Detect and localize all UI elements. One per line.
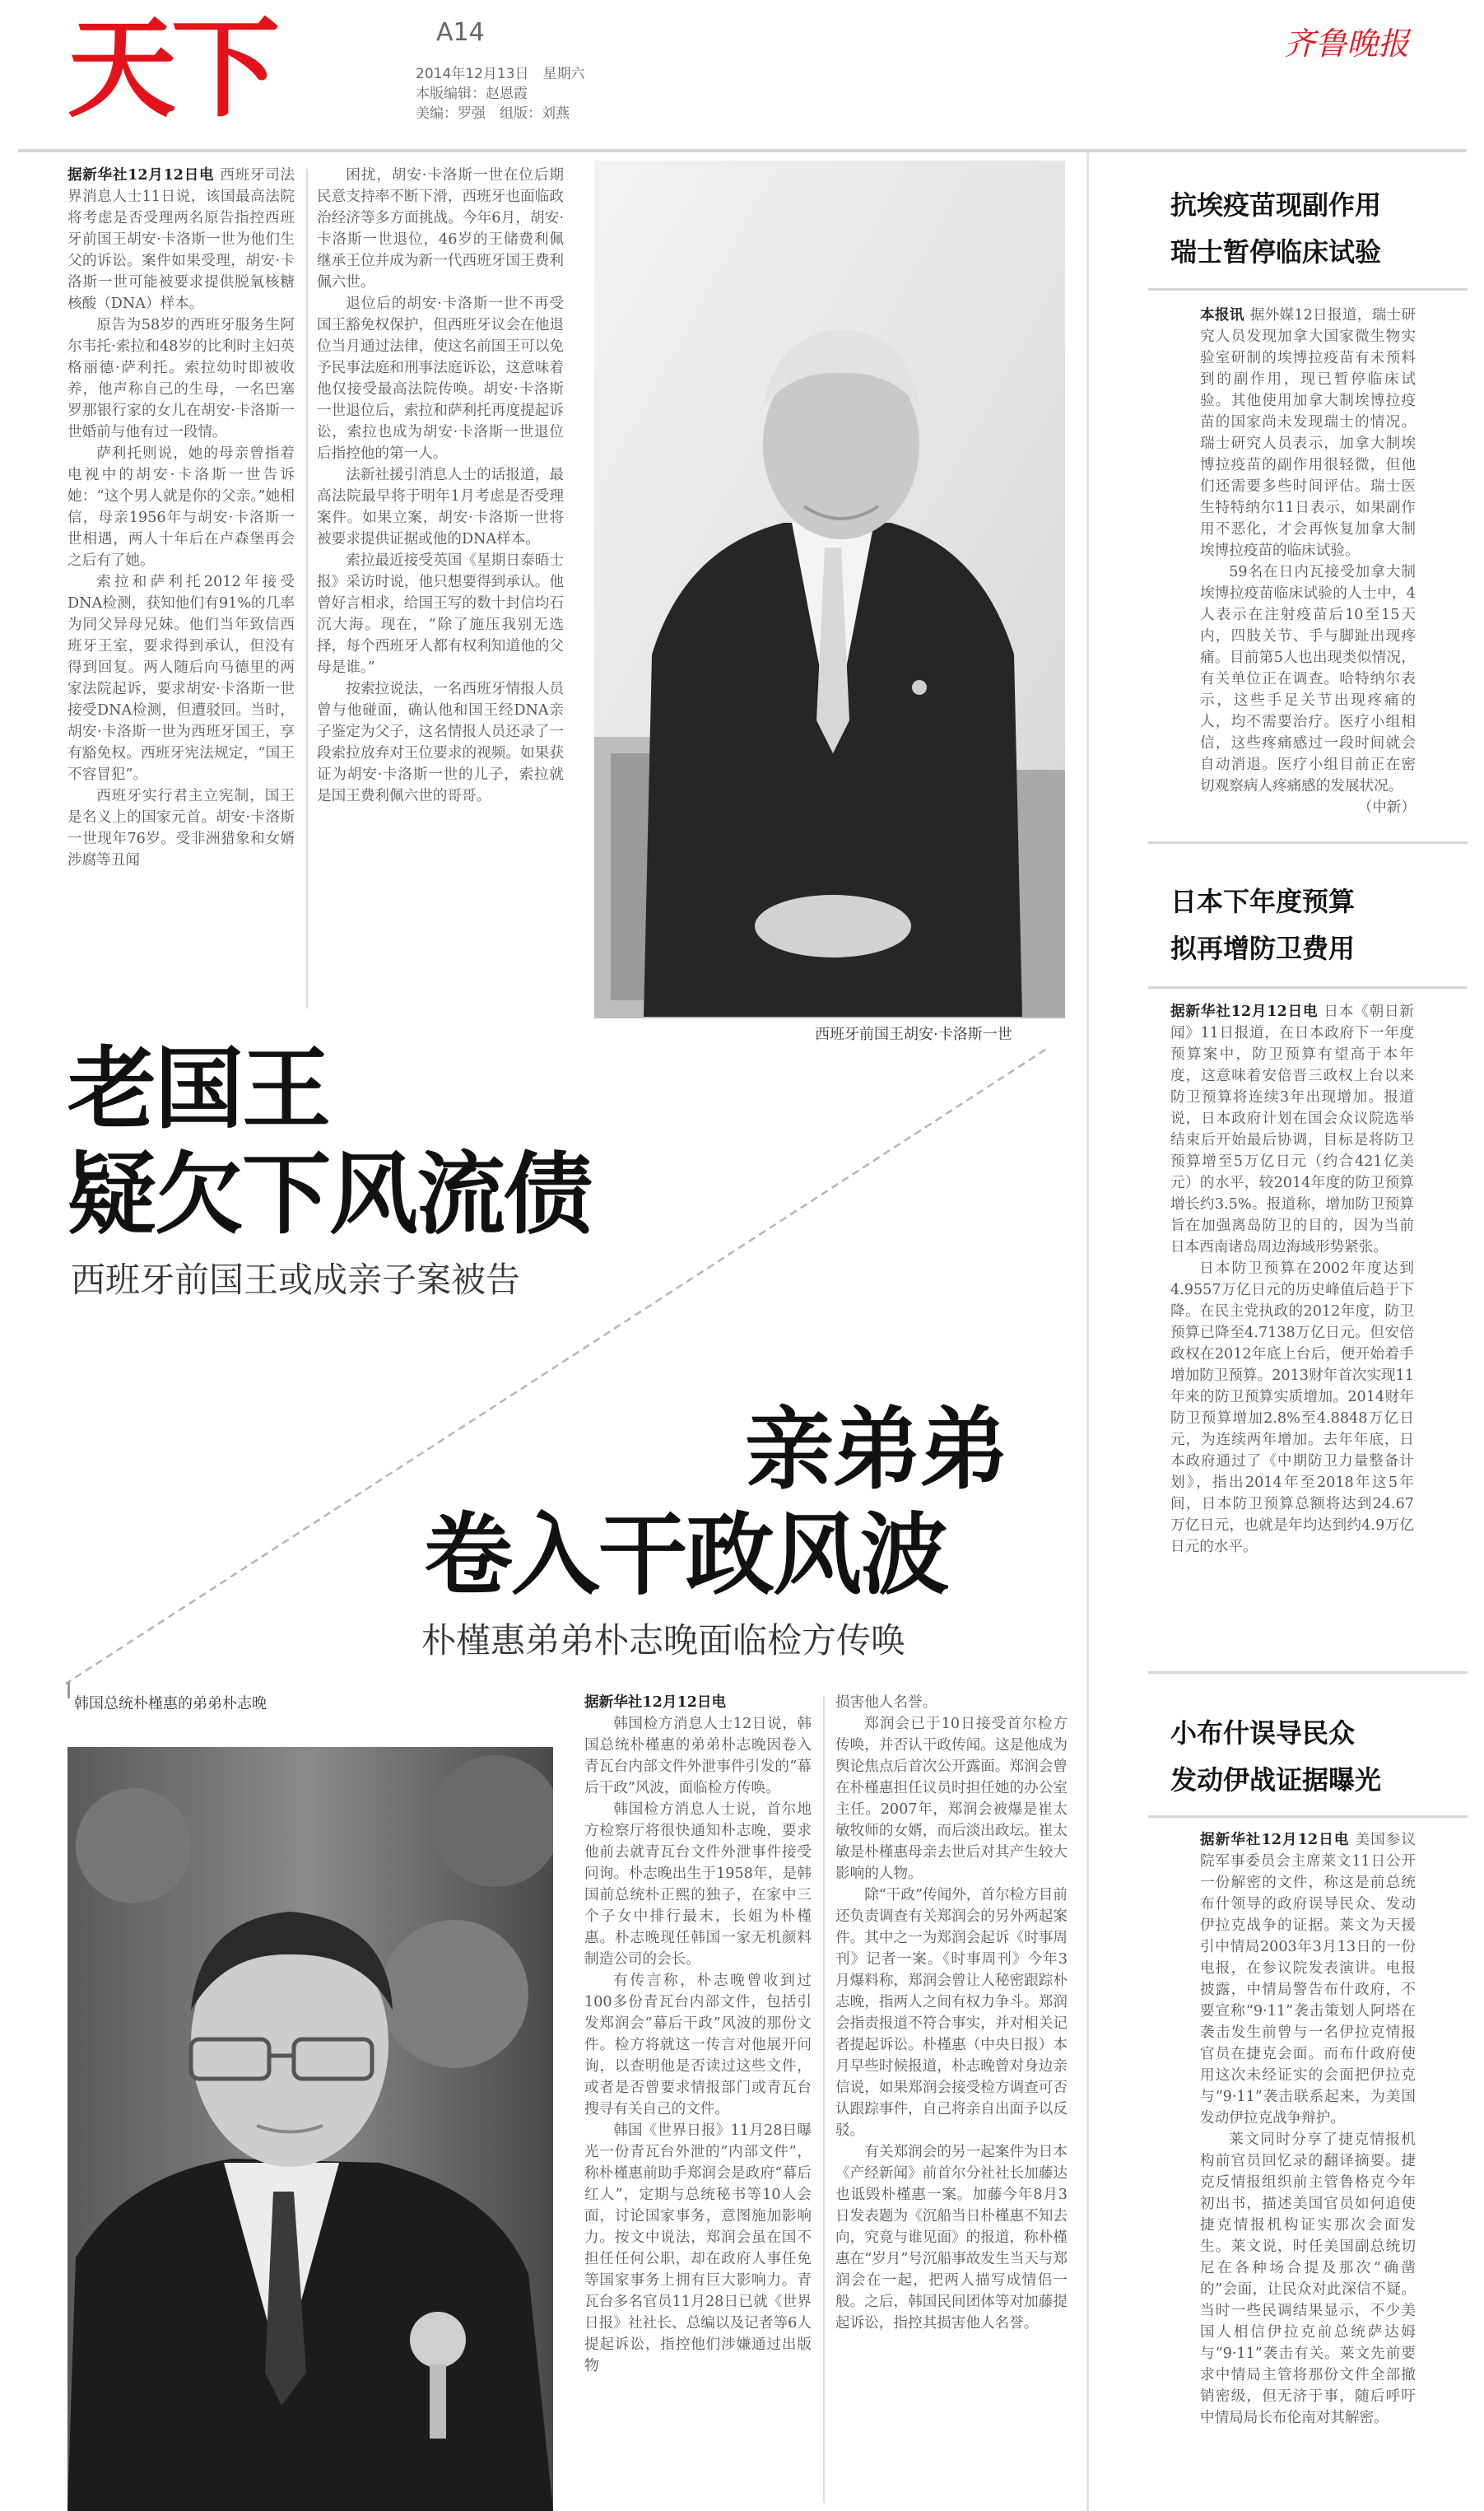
story1-paragraph: 困扰，胡安·卡洛斯一世在位后期民意支持率不断下滑，西班牙也面临政治经济等多方面挑战。今年6月，胡安·卡洛斯一世退位，46岁的王储费利佩继承王位并成为新一代西班牙国王费利佩六世。 — [317, 167, 564, 291]
story1-paragraph: 索拉最近接受英国《星期日泰晤士报》采访时说，他只想要得到承认。他曾好言相求，给国王写的数十封信均石沉大海。现在，“除了施压我别无选择，每个西班牙人都有权利知道他的父母是谁。” — [317, 552, 564, 676]
story1-paragraph: 法新社援引消息人士的话报道，最高法院最早将于明年1月考虑是否受理案件。如果立案，胡安·卡洛斯一世将被要求提供证据或他的DNA样本。 — [317, 467, 564, 547]
story2-column-2 — [835, 1692, 1068, 2511]
story1-paragraph: 原告为58岁的西班牙服务生阿尔韦托·索拉和48岁的比利时主妇英格丽德·萨利托。索拉幼时即被收养，他声称自己的生母，一名巴塞罗那银行家的女儿在胡安·卡洛斯一世婚前与他有过一段情。 — [67, 317, 295, 440]
brief1-paragraph: 据外媒12日报道，瑞士研究人员发现加拿大国家微生物实验室研制的埃博拉疫苗有未预料到的副作用，现已暂停临床试验。其他使用加拿大制埃博拉疫苗的国家尚未发现瑞士的情况。瑞士研究人员表示，加拿大制埃博拉疫苗的副作用很轻微，但他们还需要多些时间评估。瑞士医生特特纳尔11日表示，如果副作用不恶化，才会再恢复加拿大制埃博拉疫苗的临床试验。 — [1200, 307, 1416, 559]
brief1-body — [1200, 305, 1416, 832]
issue-date: 2014年12月13日 星期六 — [416, 66, 585, 82]
story1-subheadline: 西班牙前国王或成亲子案被告 — [71, 1260, 521, 1300]
story1-paragraph: 按索拉说法，一名西班牙情报人员曾与他碰面，确认他和国王经DNA亲子鉴定为父子，这名情报人员还录了一段索拉放弃对王位要求的视频。如果获证为胡安·卡洛斯一世的儿子，索拉就是国王费利佩六世的哥哥。 — [317, 681, 564, 804]
brief1-headline-line1: 抗埃疫苗现副作用 — [1170, 189, 1382, 221]
story2-headline-line1: 亲弟弟 — [745, 1399, 1007, 1502]
story2-paragraph: 韩国《世界日报》11月28日曝光一份青瓦台外泄的“内部文件”，称朴槿惠前助手郑润会是政府“幕后红人”，定期与总统秘书等10人会面，讨论国家事务，意图施加影响力。按文中说法，郑润会虽在国不担任任何公职，却在政府人事任免等国家事务上拥有巨大影响力。青瓦台多名官员11月28日已就《世界日报》社社长、总编以及记者等6人提起诉讼，指控他们涉嫌通过出版物 — [584, 2122, 812, 2374]
story1-paragraph: 西班牙实行君主立宪制，国王是名义上的国家元首。胡安·卡洛斯一世现年76岁。受非洲猎象和女婿涉腐等丑闻 — [67, 788, 295, 869]
brief3-paragraph: 美国参议院军事委员会主席莱文11日公开一份解密的文件，称这是前总统布什领导的政府误导民众、发动伊拉克战争的证据。莱文为天援引中情局2003年3月13日的一份电报，在参议院发表演讲。电报披露，中情局警告布什政府，不要宣称“9·11”袭击策划人阿塔在袭击发生前曾与一名伊拉克情报官员在捷克会面。而布什政府使用这次未经证实的会面把伊拉克与“9·11”袭击联系起来，为美国发动伊拉克战争辩护。 — [1200, 1832, 1416, 2127]
story2-paragraph: 韩国检方消息人士12日说，韩国总统朴槿惠的弟弟朴志晚因卷入青瓦台内部文件外泄事件引发的“幕后干政”风波，面临检方传唤。 — [584, 1716, 812, 1796]
brief3-body — [1200, 1829, 1416, 2500]
story1-paragraph: 索拉和萨利托2012年接受DNA检测，获知他们有91%的几率为同父异母兄妹。他们当年致信西班牙王室，要求得到承认，但没有得到回复。两人随后向马德里的两家法院起诉，要求胡安·卡洛斯一世接受DNA检测，但遭驳回。当时，胡安·卡洛斯一世为西班牙国王，享有豁免权。西班牙宪法规定，“国王不容冒犯”。 — [67, 574, 295, 783]
story2-paragraph: 郑润会已于10日接受首尔检方传唤，并否认干政传闻。这是他成为舆论焦点后首次公开露面。郑润会曾在朴槿惠担任议员时担任她的办公室主任。2007年，郑润会被爆是崔太敏牧师的女婿，而后淡出政坛。崔太敏是朴槿惠母亲去世后对其产生较大影响的人物。 — [835, 1716, 1068, 1882]
story1-paragraph: 退位后的胡安·卡洛斯一世不再受国王豁免权保护，但西班牙议会在他退位当月通过法律，使这名前国王可以免予民事法庭和刑事法庭诉讼，这意味着他仅接受最高法院传唤。胡安·卡洛斯一世退位后，索拉和萨利托再度提起诉讼，索拉也成为胡安·卡洛斯一世退位后指控他的第一人。 — [317, 296, 564, 462]
brief2-paragraph: 日本防卫预算在2002年度达到4.9557万亿日元的历史峰值后趋于下降。在民主党执政的2012年度，防卫预算已降至4.7138万亿日元。但安倍政权在2012年底上台后，便开始着手增加防卫预算。2013财年首次实现11年来的防卫预算实质增加。2014财年防卫预算增加2.8%至4.8848万亿日元，为连续两年增加。去年年底，日本政府通过了《中期防卫力量整备计划》，指出2014年至2018年这5年间，日本防卫预算总额将达到24.67万亿日元，也就是年均达到约4.9万亿日元的水平。 — [1170, 1260, 1414, 1555]
brief1-dateline: 本报讯 — [1200, 306, 1244, 324]
brief1-source: （中新） — [1357, 799, 1416, 816]
story2-subheadline: 朴槿惠弟弟朴志晚面临检方传唤 — [421, 1620, 906, 1661]
story2-paragraph: 韩国检方消息人士说，首尔地方检察厅将很快通知朴志晚，要求他前去就青瓦台文件外泄事件接受问询。朴志晚出生于1958年，是韩国前总统朴正熙的独子，在家中三个子女中排行最末，长姐为朴槿惠。朴志晚现任韩国一家无机颜料制造公司的会长。 — [584, 1801, 812, 1968]
story2-paragraph: 有传言称，朴志晚曾收到过100多份青瓦台内部文件，包括引发郑润会“幕后干政”风波的那份文件。检方将就这一传言对他展开问询，以查明他是否读过这些文件，或者是否曾要求情报部门或青瓦台搜寻有关自己的文件。 — [584, 1973, 812, 2117]
story2-paragraph: 损害他人名誉。 — [835, 1694, 937, 1711]
brief3-headline-line1: 小布什误导民众 — [1170, 1717, 1356, 1749]
brief1-headline-line2: 瑞士暂停临床试验 — [1170, 236, 1382, 268]
story2-paragraph: 除“干政”传闻外，首尔检方目前还负责调查有关郑润会的另外两起案件。其中之一为郑润会起诉《时事周刊》记者一案。《时事周刊》今年3月爆料称，郑润会曾让人秘密跟踪朴志晚，指两人之间有权力争斗。郑润会指责报道不符合事实，并对相关记者提起诉讼。朴槿惠（中央日报）本月早些时候报道，朴志晚曾对身边亲信说，如果郑润会接受检方调查可否认跟踪事件，自己将亲自出面予以反驳。 — [835, 1887, 1068, 2139]
brief2-headline-line1: 日本下年度预算 — [1170, 886, 1356, 917]
editor-credit: 本版编辑：赵恩霞 — [416, 86, 528, 102]
story1-dateline: 据新华社12月12日电 — [67, 166, 215, 184]
story2-headline-line2: 卷入干政风波 — [424, 1504, 948, 1607]
story1-headline-line2: 疑欠下风流债 — [67, 1144, 592, 1246]
brief3-paragraph: 莱文同时分享了捷克情报机构前官员回忆录的翻译摘要。捷克反情报组织前主管鲁格克今年初出书，描述美国官员如何追使捷克情报机构证实那次会面发生。莱文说，时任美国副总统切尼在各种场合提及那次“确凿的”会面，让民众对此深信不疑。当时一些民调结果显示，不少美国人相信伊拉克前总统萨达姆与“9·11”袭击有关。莱文先前要求中情局主管将那份文件全部撤销密级，但无济于事，随后呼吁中情局局长布伦南对其解密。 — [1200, 2131, 1416, 2426]
story2-photo — [67, 1747, 553, 2511]
story2-dateline: 据新华社12月12日电 — [584, 1693, 727, 1711]
masthead: 天下 — [67, 6, 275, 133]
brief2-body — [1170, 1001, 1414, 1666]
story1-paragraph: 西班牙司法界消息人士11日说，该国最高法院将考虑是否受理两名原告指控西班牙前国王胡安·卡洛斯一世为他们生父的诉讼。案件如果受理，胡安·卡洛斯一世可能被要求提供脱氧核糖核酸（DNA）样本。 — [67, 167, 295, 312]
story2-column-1 — [584, 1692, 812, 2511]
story1-headline-line1: 老国王 — [67, 1038, 330, 1141]
page-number: A14 — [436, 18, 485, 47]
story1-paragraph: 萨利托则说，她的母亲曾指着电视中的胡安·卡洛斯一世告诉她：“这个男人就是你的父亲。”她相信，母亲1956年与胡安·卡洛斯一世相遇，两人十年后在卢森堡再会之后有了她。 — [67, 445, 295, 569]
brief1-paragraph: 59名在日内瓦接受加拿大制埃博拉疫苗临床试验的人士中，4人表示在注射疫苗后10至15天内，四肢关节、手与脚趾出现疼痛。目前第5人也出现类似情况，有关单位正在调查。哈特纳尔表示，这些手足关节出现疼痛的人，均不需要治疗。医疗小组相信，这些疼痛感过一段时间就会自动消退。医疗小组目前正在密切观察病人疼痛感的发展状况。 — [1200, 564, 1416, 794]
brief2-headline-line2: 拟再增防卫费用 — [1170, 933, 1356, 964]
column-divider — [823, 1696, 825, 2503]
sidebar-divider — [1086, 152, 1089, 2511]
newspaper-logo: 齐鲁晚报 — [1284, 26, 1410, 62]
brief3-dateline: 据新华社12月12日电 — [1200, 1831, 1350, 1848]
story2-paragraph: 有关郑润会的另一起案件为日本《产经新闻》前首尔分社社长加藤达也诋毁朴槿惠一案。加藤今年8月3日发表题为《沉船当日朴槿惠不知去向，究竟与谁见面》的报道，称朴槿惠在“岁月”号沉船事故发生当天与郑润会在一起，把两人描写成情侣一般。之后，韩国民间团体等对加藤提起诉讼，指控其损害他人名誉。 — [835, 2144, 1068, 2332]
design-credit: 美编：罗强 组版：刘燕 — [416, 105, 570, 122]
brief2-paragraph: 日本《朝日新闻》11日报道，在日本政府下一年度预算案中，防卫预算有望高于本年度，这意味着安倍晋三政权上台以来防卫预算将连续3年出现增加。报道说，日本政府计划在国会众议院选举结束后开始最后协调，目标是将防卫预算增至5万亿日元（约合421亿美元）的水平，较2014年度的防卫预算增长约3.5%。报道称，增加防卫预算旨在加强离岛防卫的目的，因为当前日本西南诸岛周边海域形势紧张。 — [1170, 1004, 1414, 1256]
story1-photo-caption: 西班牙前国王胡安·卡洛斯一世 — [815, 1023, 1012, 1044]
story2-photo-caption: 韩国总统朴槿惠的弟弟朴志晚 — [74, 1692, 267, 1713]
brief2-dateline: 据新华社12月12日电 — [1170, 1003, 1319, 1020]
park-ji-man-portrait-image — [67, 1747, 553, 2511]
brief3-headline-line2: 发动伊战证据曝光 — [1170, 1764, 1382, 1796]
